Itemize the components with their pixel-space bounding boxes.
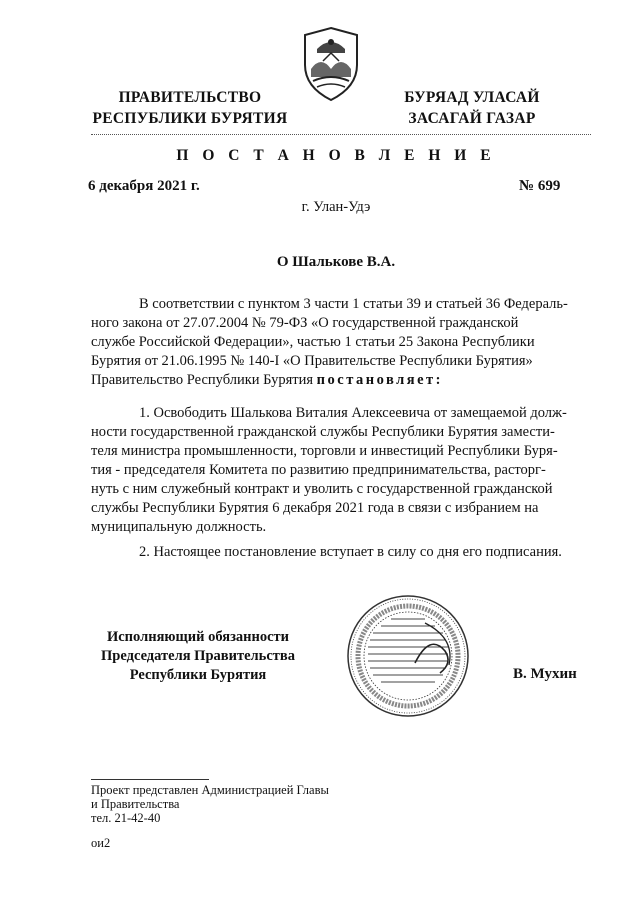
preamble-line: В соответствии с пунктом 3 части 1 статьи 39 и статьей 36 Федераль- (139, 296, 568, 312)
item-1-line: нуть с ним служебный контракт и уволить с государственной гражданской (91, 481, 553, 497)
signatory-title-line: Исполняющий обязанности (106, 629, 290, 645)
header-right-line-1: БУРЯАД УЛАСАЙ (404, 89, 540, 106)
item-1-line: теля министра промышленности, торговли и инвестиций Республики Буря- (91, 443, 558, 459)
signatory-title-line: Республики Бурятия (129, 667, 267, 683)
item-1-paragraph (91, 404, 581, 537)
footer-note (91, 783, 329, 825)
item-1-line: ности государственной гражданской службы Республики Бурятия замести- (91, 424, 555, 440)
decree-word: постановляет: (316, 372, 444, 388)
document-code: ои2 (91, 836, 111, 850)
header-divider (91, 134, 591, 135)
signatory-title-line: Председателя Правительства (101, 648, 295, 664)
preamble-line: ного закона от 27.07.2004 № 79-ФЗ «О государственной гражданской (91, 315, 519, 331)
preamble-line: службе Российской Федерации», частью 1 статьи 25 Закона Республики (91, 334, 535, 350)
item-1-line: муниципальную должность. (91, 519, 267, 535)
footer-line-text: тел. 21-42-40 (91, 811, 161, 825)
header-left (70, 87, 310, 129)
preamble-last-line (91, 371, 581, 390)
document-number: № 699 (519, 178, 561, 194)
signatory-name: В. Мухин (513, 666, 577, 682)
item-2-line: 2. Настоящее постановление вступает в силу со дня его подписания. (139, 544, 562, 560)
header-right (372, 87, 572, 129)
preamble-paragraph (91, 295, 581, 390)
official-seal-stamp (345, 593, 471, 719)
header-left-line-2: РЕСПУБЛИКИ БУРЯТИЯ (92, 110, 288, 127)
document-subject: О Шалькове В.А. (276, 254, 396, 270)
item-1-line: 1. Освободить Шалькова Виталия Алексеевича от замещаемой долж- (139, 405, 567, 421)
preamble-last-text: Правительство Республики Бурятия (91, 372, 314, 388)
preamble-line: Бурятия от 21.06.1995 № 140-I «О Правительстве Республики Бурятия» (91, 353, 533, 369)
document-type: П О С Т А Н О В Л Е Н И Е (176, 147, 496, 164)
item-1-line: службы Республики Бурятия 6 декабря 2021 года в связи с избранием на (91, 500, 539, 516)
item-1-line: тия - председателя Комитета по развитию предпринимательства, расторг- (91, 462, 546, 478)
document-date: 6 декабря 2021 г. (88, 178, 200, 194)
footer-divider (91, 779, 209, 780)
footer-line-text: и Правительства (91, 797, 180, 811)
header-left-line-1: ПРАВИТЕЛЬСТВО (118, 89, 262, 106)
signatory-title (88, 628, 308, 685)
header-right-line-2: ЗАСАГАЙ ГАЗАР (408, 110, 536, 127)
document-city: г. Улан-Удэ (301, 199, 371, 215)
item-2-paragraph (91, 543, 581, 562)
footer-line-text: Проект представлен Администрацией Главы (91, 783, 329, 797)
